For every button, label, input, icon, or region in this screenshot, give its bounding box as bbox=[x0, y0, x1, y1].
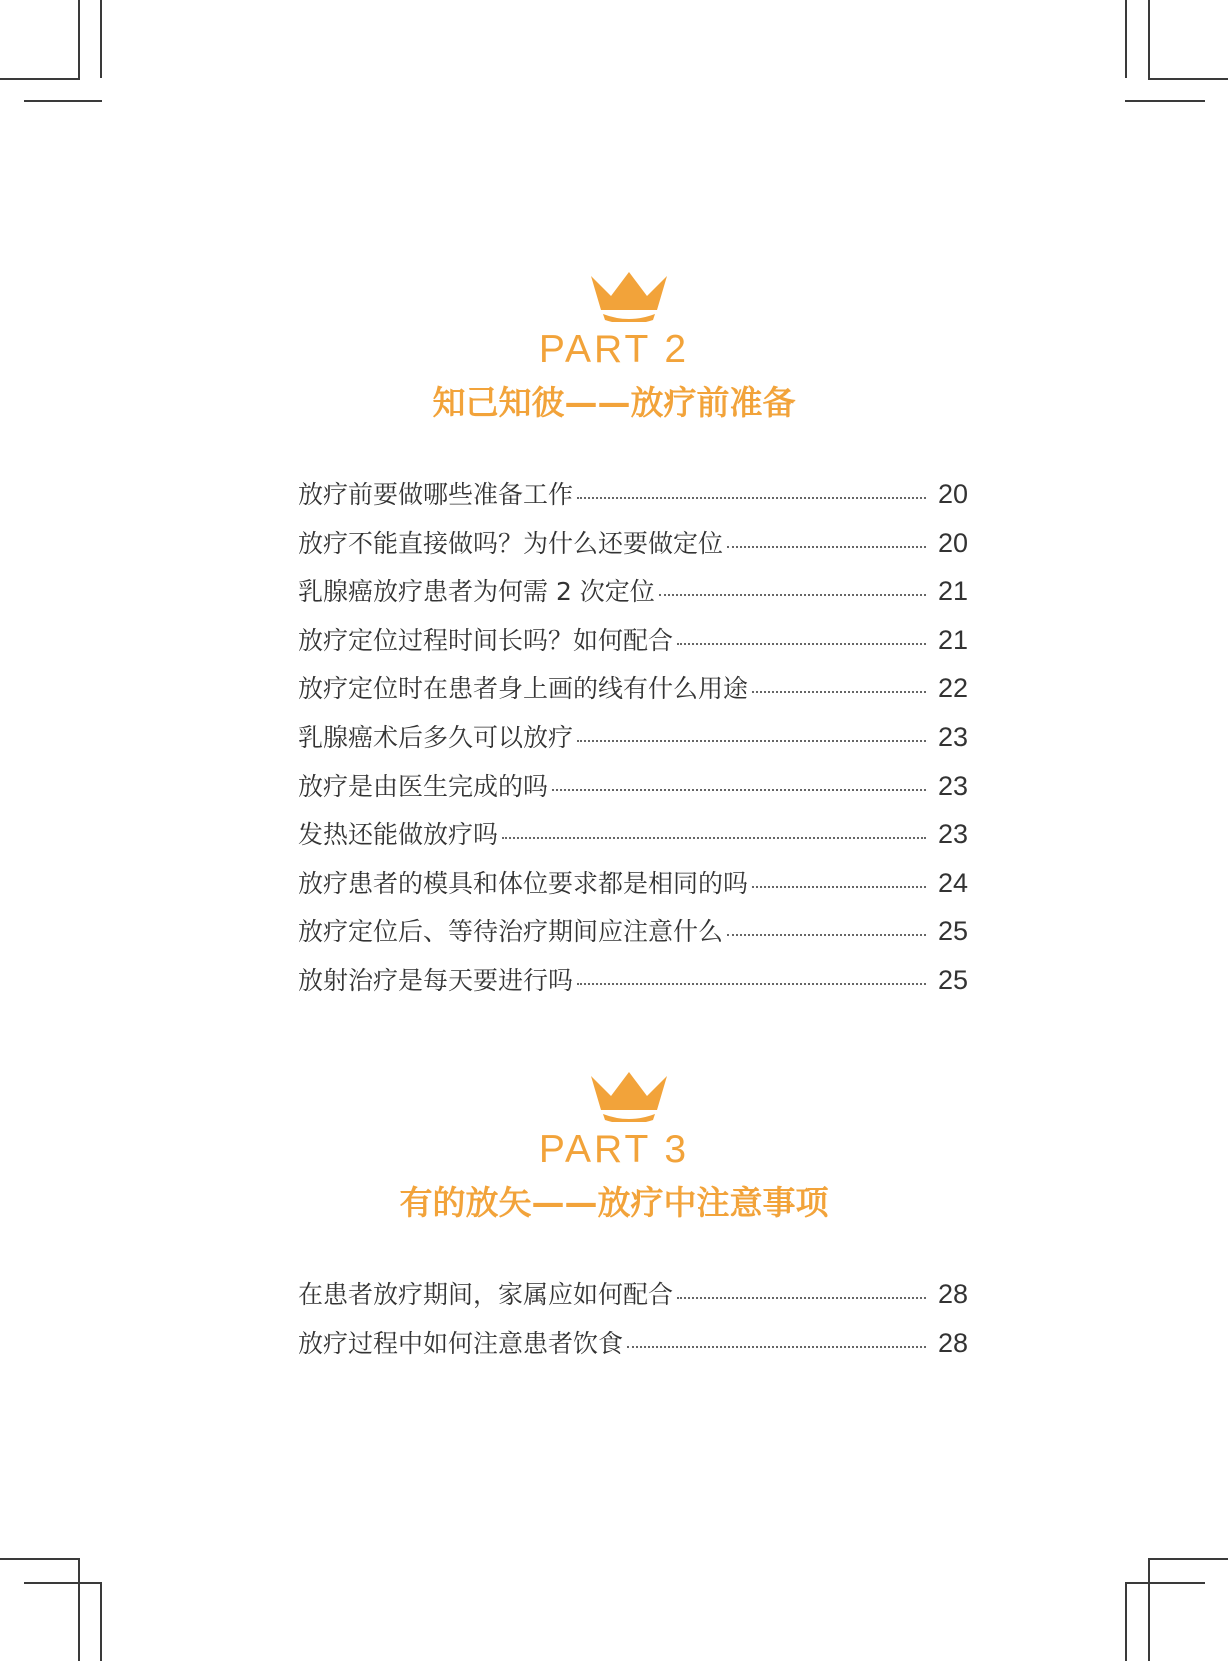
leader-dots bbox=[752, 884, 926, 888]
part-title: 有的放矢——放疗中注意事项 bbox=[399, 1183, 829, 1222]
toc-entry[interactable] bbox=[298, 470, 968, 519]
toc-list bbox=[298, 470, 968, 1005]
toc-entry[interactable] bbox=[298, 762, 968, 811]
crop-mark bbox=[1148, 0, 1150, 80]
crop-mark bbox=[78, 1558, 80, 1661]
crop-mark bbox=[100, 1582, 102, 1661]
leader-dots bbox=[659, 592, 926, 596]
toc-page-number: 28 bbox=[937, 1327, 968, 1358]
leader-dots bbox=[577, 495, 926, 499]
leader-dots bbox=[727, 932, 926, 936]
crop-mark bbox=[1125, 1582, 1127, 1661]
toc-page-number: 25 bbox=[937, 964, 968, 995]
toc-page-number: 25 bbox=[937, 916, 968, 947]
crown-icon bbox=[589, 270, 669, 322]
leader-dots bbox=[627, 1344, 926, 1348]
toc-list bbox=[298, 1270, 968, 1367]
toc-page-number: 23 bbox=[937, 770, 968, 801]
leader-dots bbox=[677, 641, 926, 645]
toc-entry-title: 放疗定位后、等待治疗期间应注意什么 bbox=[298, 917, 724, 947]
toc-entry[interactable] bbox=[298, 956, 968, 1005]
toc-page-number: 20 bbox=[937, 527, 968, 558]
leader-dots bbox=[752, 689, 926, 693]
toc-entry[interactable] bbox=[298, 907, 968, 956]
leader-dots bbox=[552, 787, 926, 791]
toc-entry-title: 放疗前要做哪些准备工作 bbox=[298, 480, 574, 509]
toc-entry[interactable] bbox=[298, 1319, 968, 1368]
toc-entry-title: 放疗是由医生完成的吗 bbox=[298, 771, 549, 801]
toc-entry[interactable] bbox=[298, 664, 968, 713]
crown-icon bbox=[589, 1070, 669, 1122]
crop-mark bbox=[1125, 1582, 1205, 1584]
leader-dots bbox=[677, 1295, 926, 1299]
toc-entry-title: 放疗定位过程时间长吗？如何配合 bbox=[298, 625, 674, 655]
toc-entry-title: 在患者放疗期间，家属应如何配合 bbox=[298, 1280, 674, 1309]
toc-entry-title: 放疗定位时在患者身上画的线有什么用途 bbox=[298, 674, 749, 704]
crop-mark bbox=[1148, 1558, 1228, 1560]
toc-entry-title: 放疗患者的模具和体位要求都是相同的吗 bbox=[298, 868, 749, 898]
toc-page-number: 21 bbox=[937, 576, 968, 607]
toc-entry[interactable] bbox=[298, 567, 968, 616]
crop-mark bbox=[1148, 1558, 1150, 1661]
toc-page-number: 21 bbox=[937, 624, 968, 655]
toc-page-number: 22 bbox=[937, 673, 968, 704]
leader-dots bbox=[502, 835, 926, 839]
toc-entry[interactable] bbox=[298, 713, 968, 762]
toc-entry[interactable] bbox=[298, 519, 968, 568]
toc-entry-title: 放疗过程中如何注意患者饮食 bbox=[298, 1328, 624, 1358]
toc-page-number: 20 bbox=[937, 479, 968, 509]
toc-page-number: 28 bbox=[937, 1279, 968, 1309]
crop-mark bbox=[1125, 100, 1205, 102]
crop-mark bbox=[100, 0, 102, 78]
toc-entry[interactable] bbox=[298, 616, 968, 665]
toc-page-number: 24 bbox=[937, 867, 968, 898]
toc-entry[interactable] bbox=[298, 859, 968, 908]
part-title: 知己知彼——放疗前准备 bbox=[432, 383, 796, 422]
crop-mark bbox=[0, 78, 80, 80]
part-label: PART 2 bbox=[538, 328, 690, 371]
crop-mark bbox=[24, 100, 102, 102]
leader-dots bbox=[577, 738, 926, 742]
crop-mark bbox=[1125, 0, 1127, 78]
toc-entry-title: 乳腺癌放疗患者为何需 2 次定位 bbox=[298, 577, 655, 607]
toc-entry-title: 发热还能做放疗吗 bbox=[298, 820, 499, 850]
crop-mark bbox=[1148, 78, 1228, 80]
toc-page-number: 23 bbox=[937, 721, 968, 752]
crop-mark bbox=[24, 1582, 102, 1584]
toc-page-number: 23 bbox=[937, 819, 968, 850]
part-label: PART 3 bbox=[538, 1128, 690, 1171]
toc-entry-title: 放射治疗是每天要进行吗 bbox=[298, 965, 574, 995]
crop-mark bbox=[0, 1558, 80, 1560]
crop-mark bbox=[78, 0, 80, 80]
toc-entry-title: 放疗不能直接做吗？为什么还要做定位 bbox=[298, 528, 724, 558]
toc-entry-title: 乳腺癌术后多久可以放疗 bbox=[298, 722, 574, 752]
toc-entry[interactable] bbox=[298, 1270, 968, 1319]
leader-dots bbox=[577, 981, 926, 985]
leader-dots bbox=[727, 544, 926, 548]
toc-entry[interactable] bbox=[298, 810, 968, 859]
